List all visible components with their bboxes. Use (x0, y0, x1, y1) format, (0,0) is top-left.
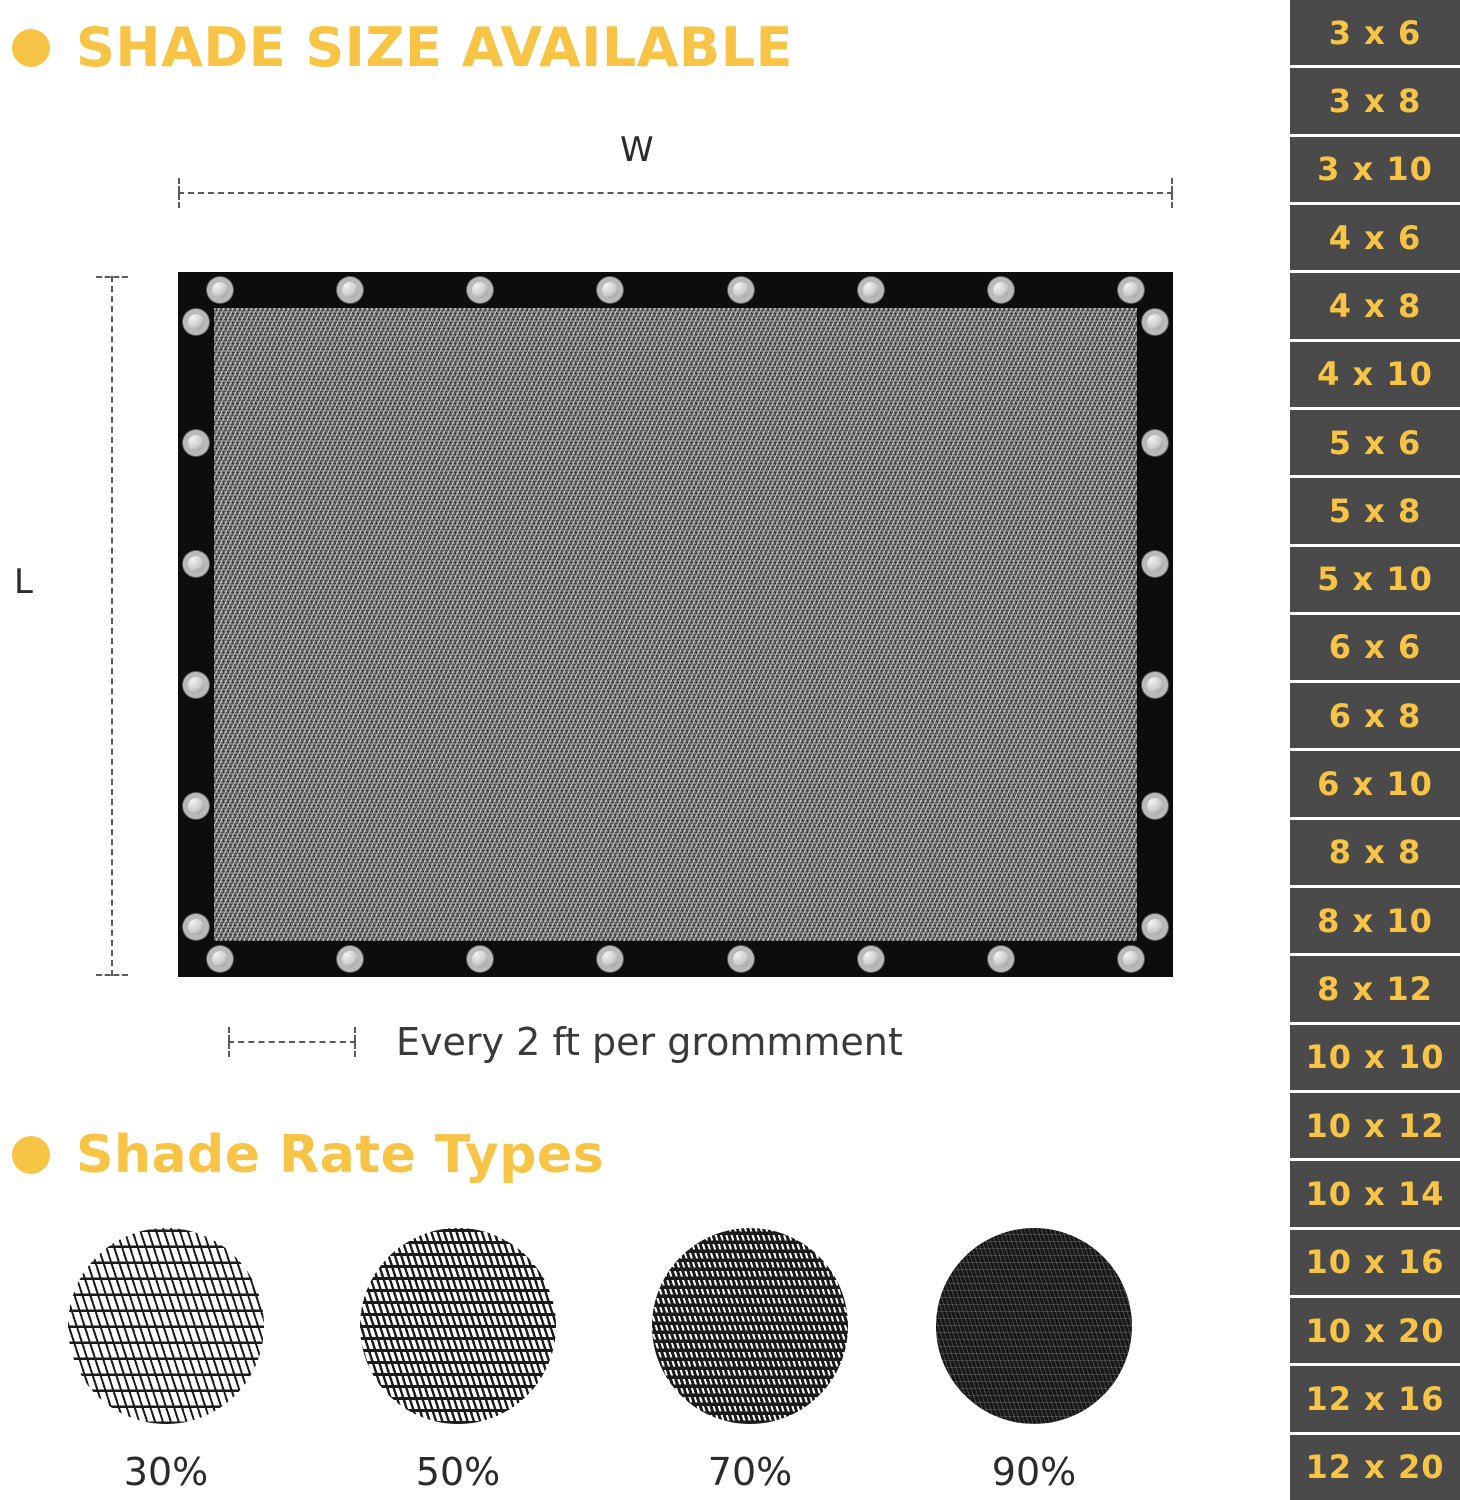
size-chip[interactable]: 3 x 6 (1290, 0, 1460, 65)
size-chip[interactable]: 3 x 10 (1290, 137, 1460, 202)
size-chip[interactable]: 3 x 8 (1290, 68, 1460, 133)
grommet-icon (467, 946, 493, 972)
shade-rate-heading-text: Shade Rate Types (76, 1125, 605, 1185)
grommet-icon (337, 277, 363, 303)
grommet-icon (597, 946, 623, 972)
grommet-icon (1118, 946, 1144, 972)
size-chip[interactable]: 5 x 10 (1290, 547, 1460, 612)
shade-rate-item (644, 1228, 856, 1494)
bullet-dot-icon (12, 1136, 50, 1174)
size-chip[interactable]: 4 x 6 (1290, 205, 1460, 270)
grommet-spacing-dash (228, 1041, 356, 1043)
grommet-spacing-text: Every 2 ft per grommment (396, 1020, 903, 1064)
length-dimension-cap-bottom (96, 974, 128, 976)
size-chip[interactable]: 4 x 10 (1290, 342, 1460, 407)
shade-rate-swatch-50 (360, 1228, 556, 1424)
bullet-dot-icon (12, 29, 50, 67)
grommet-icon (1118, 277, 1144, 303)
shade-rate-swatch-90 (936, 1228, 1132, 1424)
shade-rate-heading (12, 1125, 605, 1185)
grommet-icon (337, 946, 363, 972)
grommet-icon (183, 672, 209, 698)
shade-rate-item (928, 1228, 1140, 1494)
shade-rate-swatch-70 (652, 1228, 848, 1424)
grommet-icon (207, 946, 233, 972)
shade-size-heading (12, 16, 794, 79)
grommet-spacing-cap-right (354, 1027, 356, 1057)
grommet-icon (183, 551, 209, 577)
size-chip[interactable]: 10 x 10 (1290, 1025, 1460, 1090)
size-chip[interactable]: 6 x 10 (1290, 751, 1460, 816)
size-chip[interactable]: 6 x 6 (1290, 615, 1460, 680)
shade-cloth-illustration (178, 272, 1173, 977)
shade-rate-swatch-30 (68, 1228, 264, 1424)
grommet-spacing-dimension (228, 1027, 356, 1057)
length-dimension-line (96, 276, 128, 976)
length-label: L (14, 562, 33, 602)
width-dimension-dash (178, 192, 1173, 194)
size-chip[interactable]: 10 x 20 (1290, 1298, 1460, 1363)
shade-rate-label: 30% (123, 1450, 209, 1494)
size-chip[interactable]: 8 x 12 (1290, 956, 1460, 1021)
grommet-icon (183, 430, 209, 456)
grommet-icon (207, 277, 233, 303)
size-chip[interactable]: 8 x 10 (1290, 888, 1460, 953)
shade-size-heading-text: SHADE SIZE AVAILABLE (76, 16, 794, 79)
length-dimension-dash (111, 276, 113, 976)
shade-rate-item (352, 1228, 564, 1494)
size-chip[interactable]: 10 x 16 (1290, 1230, 1460, 1295)
size-chip[interactable]: 12 x 16 (1290, 1366, 1460, 1431)
width-dimension-line (178, 178, 1173, 208)
grommet-icon (1142, 309, 1168, 335)
grommet-icon (183, 309, 209, 335)
size-chip[interactable]: 10 x 14 (1290, 1161, 1460, 1226)
size-chip[interactable]: 4 x 8 (1290, 273, 1460, 338)
shade-rate-label: 90% (991, 1450, 1077, 1494)
size-chip[interactable]: 12 x 20 (1290, 1435, 1460, 1500)
width-dimension-cap-right (1171, 178, 1173, 208)
shade-rate-swatch-group (60, 1228, 1140, 1494)
grommet-icon (988, 277, 1014, 303)
shade-cloth-mesh-texture (214, 308, 1137, 941)
grommet-icon (183, 914, 209, 940)
grommet-icon (1142, 551, 1168, 577)
grommet-icon (467, 277, 493, 303)
grommet-icon (728, 946, 754, 972)
available-size-list (1290, 0, 1460, 1500)
grommet-icon (1142, 914, 1168, 940)
size-chip[interactable]: 8 x 8 (1290, 820, 1460, 885)
width-label: W (620, 130, 654, 170)
grommet-icon (1142, 793, 1168, 819)
grommet-icon (988, 946, 1014, 972)
grommet-icon (597, 277, 623, 303)
grommet-icon (858, 277, 884, 303)
shade-rate-item (60, 1228, 272, 1494)
size-chip[interactable]: 5 x 8 (1290, 478, 1460, 543)
shade-rate-label: 50% (415, 1450, 501, 1494)
grommet-icon (858, 946, 884, 972)
grommet-icon (1142, 672, 1168, 698)
shade-rate-label: 70% (707, 1450, 793, 1494)
grommet-icon (1142, 430, 1168, 456)
size-chip[interactable]: 10 x 12 (1290, 1093, 1460, 1158)
size-chip[interactable]: 6 x 8 (1290, 683, 1460, 748)
grommet-icon (183, 793, 209, 819)
grommet-spacing-note (228, 1020, 903, 1064)
size-chip[interactable]: 5 x 6 (1290, 410, 1460, 475)
grommet-icon (728, 277, 754, 303)
